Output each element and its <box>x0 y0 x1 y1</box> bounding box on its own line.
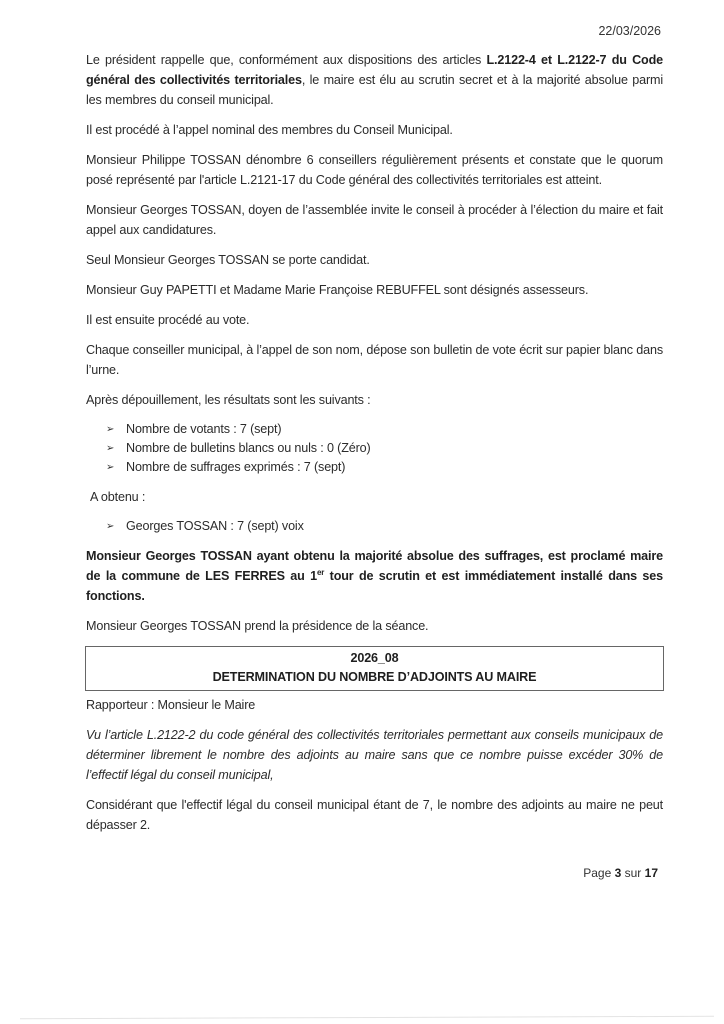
list-item <box>86 420 663 439</box>
arrow-bullet-icon: ➢ <box>106 443 115 454</box>
deliberation-title: DETERMINATION DU NOMBRE D’ADJOINTS AU MAIRE <box>212 670 537 684</box>
document-date: 22/03/2026 <box>598 24 661 38</box>
intro-articles: L.2122-4 et L.2122-7 du Code général des collectivités territoriales <box>86 53 663 87</box>
current-page: 3 <box>614 866 622 880</box>
rapporteur: Rapporteur : Monsieur le Maire <box>86 698 256 712</box>
candidate-result: Georges TOSSAN : 7 (sept) voix <box>126 519 304 533</box>
scan-edge-line <box>20 1016 714 1019</box>
obtained-label: A obtenu : <box>90 490 146 504</box>
list-item <box>86 458 663 477</box>
proclamation-text-end: tour de scrutin et est immédiatement installé dans ses fonctions. <box>86 569 663 603</box>
page-number <box>583 866 658 880</box>
intro-text: Le président rappelle que, conformément aux dispositions des articles <box>86 53 487 67</box>
document-body <box>86 50 663 845</box>
paragraph-doyen: Monsieur Georges TOSSAN, doyen de l’assemblée invite le conseil à procéder à l’élection du maire et fait appel aux candidatures. <box>86 203 663 237</box>
result-exprimes: Nombre de suffrages exprimés : 7 (sept) <box>126 460 346 474</box>
paragraph-assessors: Monsieur Guy PAPETTI et Madame Marie Françoise REBUFFEL sont désignés assesseurs. <box>86 283 589 297</box>
paragraph-results-intro: Après dépouillement, les résultats sont les suivants : <box>86 393 371 407</box>
arrow-bullet-icon: ➢ <box>106 424 115 435</box>
paragraph-quorum: Monsieur Philippe TOSSAN dénombre 6 conseillers régulièrement présents et constate que le quorum posé représenté par l'article L.2121-17 du Code général des collectivités territoriales est atteint. <box>86 153 663 187</box>
arrow-bullet-icon: ➢ <box>106 521 115 532</box>
page-separator: sur <box>621 866 645 880</box>
intro-text-end: , le maire est élu au scrutin secret et à la majorité absolue parmi les membres du conseil municipal. <box>86 73 663 107</box>
ordinal-suffix: er <box>316 567 325 577</box>
proclamation-text: Monsieur Georges TOSSAN ayant obtenu la majorité absolue des suffrages, est proclamé maire de la commune de LES FERRES au 1 <box>86 549 663 583</box>
intro-paragraph <box>86 50 663 110</box>
proclamation-paragraph <box>86 546 663 606</box>
paragraph-ballot: Chaque conseiller municipal, à l’appel de son nom, dépose son bulletin de vote écrit sur papier blanc dans l’urne. <box>86 343 663 377</box>
result-blancs: Nombre de bulletins blancs ou nuls : 0 (Zéro) <box>126 441 371 455</box>
list-item <box>86 517 663 536</box>
paragraph-vu: Vu l’article L.2122-2 du code général des collectivités territoriales permettant aux conseils municipaux de déterminer librement le nombre des adjoints au maire sans que ce nombre puisse excéder 30% de l’effectif légal du conseil municipal, <box>86 728 663 782</box>
results-list <box>86 420 663 477</box>
paragraph-vote: Il est ensuite procédé au vote. <box>86 313 250 327</box>
paragraph-candidate: Seul Monsieur Georges TOSSAN se porte candidat. <box>86 253 370 267</box>
arrow-bullet-icon: ➢ <box>106 462 115 473</box>
total-pages: 17 <box>644 866 658 880</box>
result-votants: Nombre de votants : 7 (sept) <box>126 422 282 436</box>
paragraph-presidency: Monsieur Georges TOSSAN prend la présidence de la séance. <box>86 619 429 633</box>
page-label: Page <box>583 866 615 880</box>
paragraph-roll-call: Il est procédé à l’appel nominal des membres du Conseil Municipal. <box>86 123 453 137</box>
list-item <box>86 439 663 458</box>
candidates-list <box>86 517 663 536</box>
deliberation-number: 2026_08 <box>350 651 399 665</box>
paragraph-considerant: Considérant que l'effectif légal du conseil municipal étant de 7, le nombre des adjoints au maire ne peut dépasser 2. <box>86 798 663 832</box>
deliberation-header-box <box>85 646 664 691</box>
